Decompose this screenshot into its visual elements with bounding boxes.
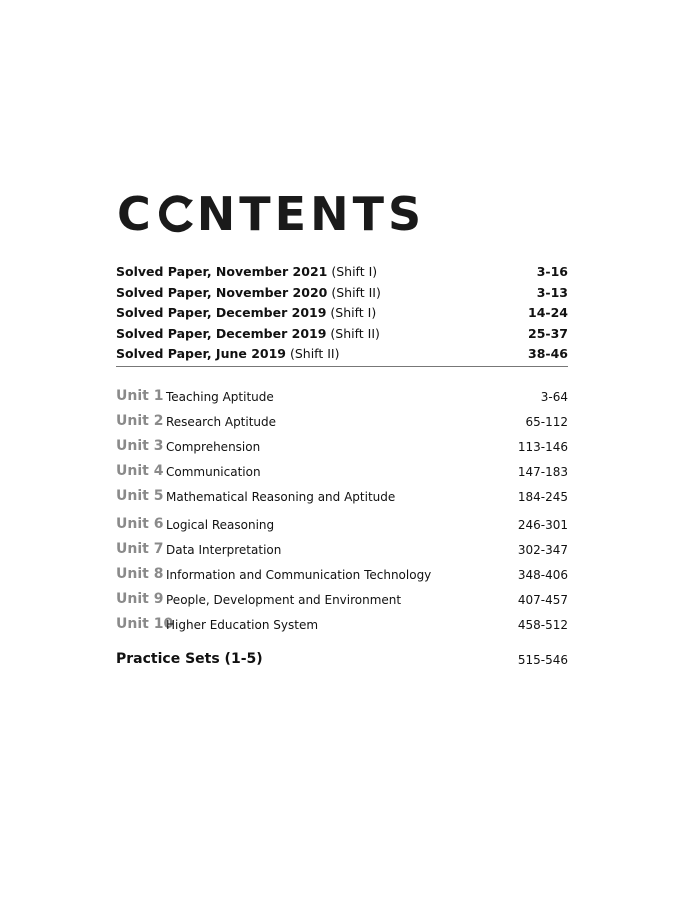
unit-label: Unit 3 [116,437,164,454]
unit-label: Unit 5 [116,487,164,504]
solved-paper-row [116,262,568,283]
paper-shift: (Shift I) [331,264,378,279]
practice-sets-pages: 515-546 [517,653,568,667]
unit-label: Unit 10 [116,615,174,632]
unit-title: Research Aptitude [166,414,277,429]
paper-name: Solved Paper, November 2020 [116,284,328,300]
unit-row [116,562,568,587]
solved-paper-row [116,303,568,324]
units-list [116,384,568,636]
unit-row [116,512,568,537]
unit-pages: 65-112 [525,414,568,429]
unit-title: Information and Communication Technology [166,567,432,582]
unit-pages: 302-347 [517,542,568,557]
unit-row [116,409,568,434]
unit-pages: 348-406 [517,567,568,582]
unit-label: Unit 7 [116,540,164,557]
paper-pages: 38-46 [528,346,568,361]
unit-title: Teaching Aptitude [166,390,274,404]
unit-pages: 147-183 [517,464,568,479]
title-first-letter: C [117,187,155,241]
paper-shift: (Shift I) [330,305,377,320]
unit-label: Unit 8 [116,565,164,582]
unit-pages: 3-64 [540,390,568,404]
practice-sets-title: Practice Sets (1-5) [116,651,263,667]
unit-title: People, Development and Environment [166,592,402,607]
paper-shift: (Shift II) [331,284,381,300]
unit-title: Data Interpretation [166,542,282,557]
page-title [117,188,425,240]
unit-title: Communication [166,464,261,479]
unit-row [116,384,568,409]
paper-name: Solved Paper, November 2021 [116,264,328,279]
title-o-swirl-logo [156,194,196,234]
unit-title: Logical Reasoning [166,517,275,532]
unit-pages: 246-301 [517,517,568,532]
title-rest: NTENTS [196,187,426,241]
solved-paper-row [116,324,568,345]
unit-pages: 113-146 [517,439,568,454]
unit-pages: 407-457 [517,592,568,607]
unit-title: Comprehension [166,439,261,454]
unit-row [116,537,568,562]
unit-title: Higher Education System [166,617,319,632]
paper-pages: 14-24 [528,305,568,320]
unit-row [116,612,568,637]
paper-pages: 3-16 [536,264,568,279]
unit-label: Unit 1 [116,388,164,404]
solved-papers-list [116,262,568,365]
unit-label: Unit 4 [116,462,164,479]
solved-paper-row [116,344,568,365]
unit-label: Unit 6 [116,515,164,532]
solved-paper-row [116,283,568,304]
paper-name: Solved Paper, June 2019 [116,346,286,361]
unit-label: Unit 2 [116,412,164,429]
paper-shift: (Shift II) [289,346,340,361]
unit-pages: 184-245 [517,489,568,504]
paper-name: Solved Paper, December 2019 [116,325,327,341]
unit-row [116,434,568,459]
unit-pages: 458-512 [517,617,568,632]
unit-title: Mathematical Reasoning and Aptitude [166,489,396,504]
paper-pages: 3-13 [536,284,568,300]
paper-shift: (Shift II) [330,325,380,341]
unit-row [116,587,568,612]
practice-sets-row [116,647,568,671]
paper-name: Solved Paper, December 2019 [116,305,327,320]
section-divider [116,366,568,367]
unit-row [116,484,568,509]
paper-pages: 25-37 [528,325,568,341]
unit-label: Unit 9 [116,590,164,607]
unit-row [116,459,568,484]
